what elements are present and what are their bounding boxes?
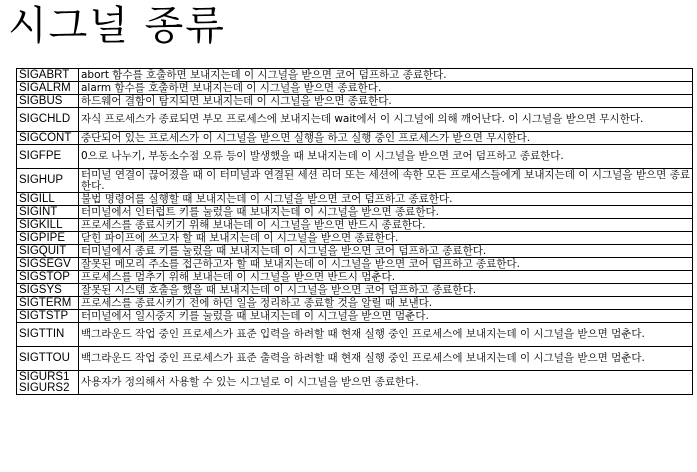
table-row <box>17 323 693 347</box>
signal-name-cell: SIGCHLD <box>17 108 79 132</box>
table-row <box>17 206 693 219</box>
signal-table <box>16 68 693 395</box>
signal-name-cell: SIGALRM <box>17 82 79 95</box>
table-row <box>17 297 693 310</box>
signal-description-cell: 백그라운드 작업 중인 프로세스가 표준 출력을 하려할 때 현재 실행 중인 프로세스에 보내지는데 이 시그널을 받으면 멈춘다. <box>79 347 693 371</box>
signal-description-cell: 자식 프로세스가 종료되면 부모 프로세스에 보내지는데 wait에서 이 시그널에 의해 깨어난다. 이 시그널을 받으면 무시한다. <box>79 108 693 132</box>
signal-description-cell: 잘못된 시스템 호출을 했을 때 보내지는데 이 시그널을 받으면 코어 덤프하고 종료한다. <box>79 284 693 297</box>
table-row <box>17 310 693 323</box>
signal-description-cell: 불법 명령어를 실행할 때 보내지는데 이 시그널을 받으면 코어 덤프하고 종료한다. <box>79 193 693 206</box>
signal-name-cell: SIGINT <box>17 206 79 219</box>
table-row <box>17 169 693 193</box>
signal-name-cell: SIGQUIT <box>17 245 79 258</box>
signal-description-cell: 하드웨어 결함이 탐지되면 보내지는데 이 시그널을 받으면 종료한다. <box>79 95 693 108</box>
signal-description-cell: 중단되어 있는 프로세스가 이 시그널을 받으면 실행을 하고 실행 중인 프로세스가 받으면 무시한다. <box>79 132 693 145</box>
signal-name-cell: SIGHUP <box>17 169 79 193</box>
signal-description-cell: 닫힌 파이프에 쓰고자 할 때 보내지는데 이 시그널을 받으면 종료한다. <box>79 232 693 245</box>
table-row <box>17 219 693 232</box>
signal-description-cell: 터미널 연결이 끊어졌을 때 이 터미널과 연결된 세션 리더 또는 세션에 속한 모든 프로세스들에게 보내지는데 이 시그널을 받으면 종료한다. <box>79 169 693 193</box>
table-row <box>17 347 693 371</box>
signal-name-cell: SIGTERM <box>17 297 79 310</box>
signal-name-cell: SIGCONT <box>17 132 79 145</box>
table-row <box>17 258 693 271</box>
signal-description-cell: 프로세스를 종료시키기 전에 하던 일을 정리하고 종료할 것을 알릴 때 보낸다. <box>79 297 693 310</box>
table-row <box>17 145 693 169</box>
table-row <box>17 284 693 297</box>
signal-name-cell: SIGSTOP <box>17 271 79 284</box>
signal-name-cell: SIGSEGV <box>17 258 79 271</box>
signal-description-cell: 사용자가 정의해서 사용할 수 있는 시그널로 이 시그널을 받으면 종료한다. <box>79 371 693 395</box>
table-row <box>17 271 693 284</box>
signal-description-cell: alarm 함수를 호출하면 보내지는데 이 시그널을 받으면 종료한다. <box>79 82 693 95</box>
signal-name-cell: SIGKILL <box>17 219 79 232</box>
table-row <box>17 232 693 245</box>
signal-description-cell: 터미널에서 일시중지 키를 눌렀을 때 보내지는데 이 시그널을 받으면 멈춘다. <box>79 310 693 323</box>
table-row <box>17 95 693 108</box>
signal-name-cell: SIGPIPE <box>17 232 79 245</box>
signal-name-cell: SIGTTIN <box>17 323 79 347</box>
signal-description-cell: 백그라운드 작업 중인 프로세스가 표준 입력을 하려할 때 현재 실행 중인 프로세스에 보내지는데 이 시그널을 받으면 멈춘다. <box>79 323 693 347</box>
signal-name-cell: SIGTTOU <box>17 347 79 371</box>
table-row <box>17 193 693 206</box>
signal-description-cell: 0으로 나누기, 부동소수점 오류 등이 발생했을 때 보내지는데 이 시그널을 받으면 코어 덤프하고 종료한다. <box>79 145 693 169</box>
table-row <box>17 108 693 132</box>
signal-name-cell: SIGSYS <box>17 284 79 297</box>
table-row <box>17 371 693 395</box>
signal-description-cell: 잘못된 메모리 주소를 접근하고자 할 때 보내지는데 이 시그널을 받으면 코어 덤프하고 종료한다. <box>79 258 693 271</box>
signal-name-cell: SIGTSTP <box>17 310 79 323</box>
table-row <box>17 82 693 95</box>
page-title: 시그널 종류 <box>8 3 226 49</box>
signal-table-body <box>17 69 693 395</box>
signal-description-cell: abort 함수를 호출하면 보내지는데 이 시그널을 받으면 코어 덤프하고 종료한다. <box>79 69 693 82</box>
signal-description-cell: 터미널에서 인터럽트 키를 눌렀을 때 보내지는데 이 시그널을 받으면 종료한다. <box>79 206 693 219</box>
signal-name-cell: SIGURS1 SIGURS2 <box>17 371 79 395</box>
signal-description-cell: 프로세스를 종료시키기 위해 보내는데 이 시그널을 받으면 반드시 종료한다. <box>79 219 693 232</box>
table-row <box>17 245 693 258</box>
signal-name-cell: SIGFPE <box>17 145 79 169</box>
signal-name-cell: SIGABRT <box>17 69 79 82</box>
signal-description-cell: 프로세스를 멈추기 위해 보내는데 이 시그널을 받으면 반드시 멈춘다. <box>79 271 693 284</box>
table-row <box>17 69 693 82</box>
signal-description-cell: 터미널에서 종료 키를 눌렀을 때 보내지는데 이 시그널을 받으면 코어 덤프하고 종료한다. <box>79 245 693 258</box>
signal-name-cell: SIGBUS <box>17 95 79 108</box>
table-row <box>17 132 693 145</box>
signal-name-cell: SIGILL <box>17 193 79 206</box>
